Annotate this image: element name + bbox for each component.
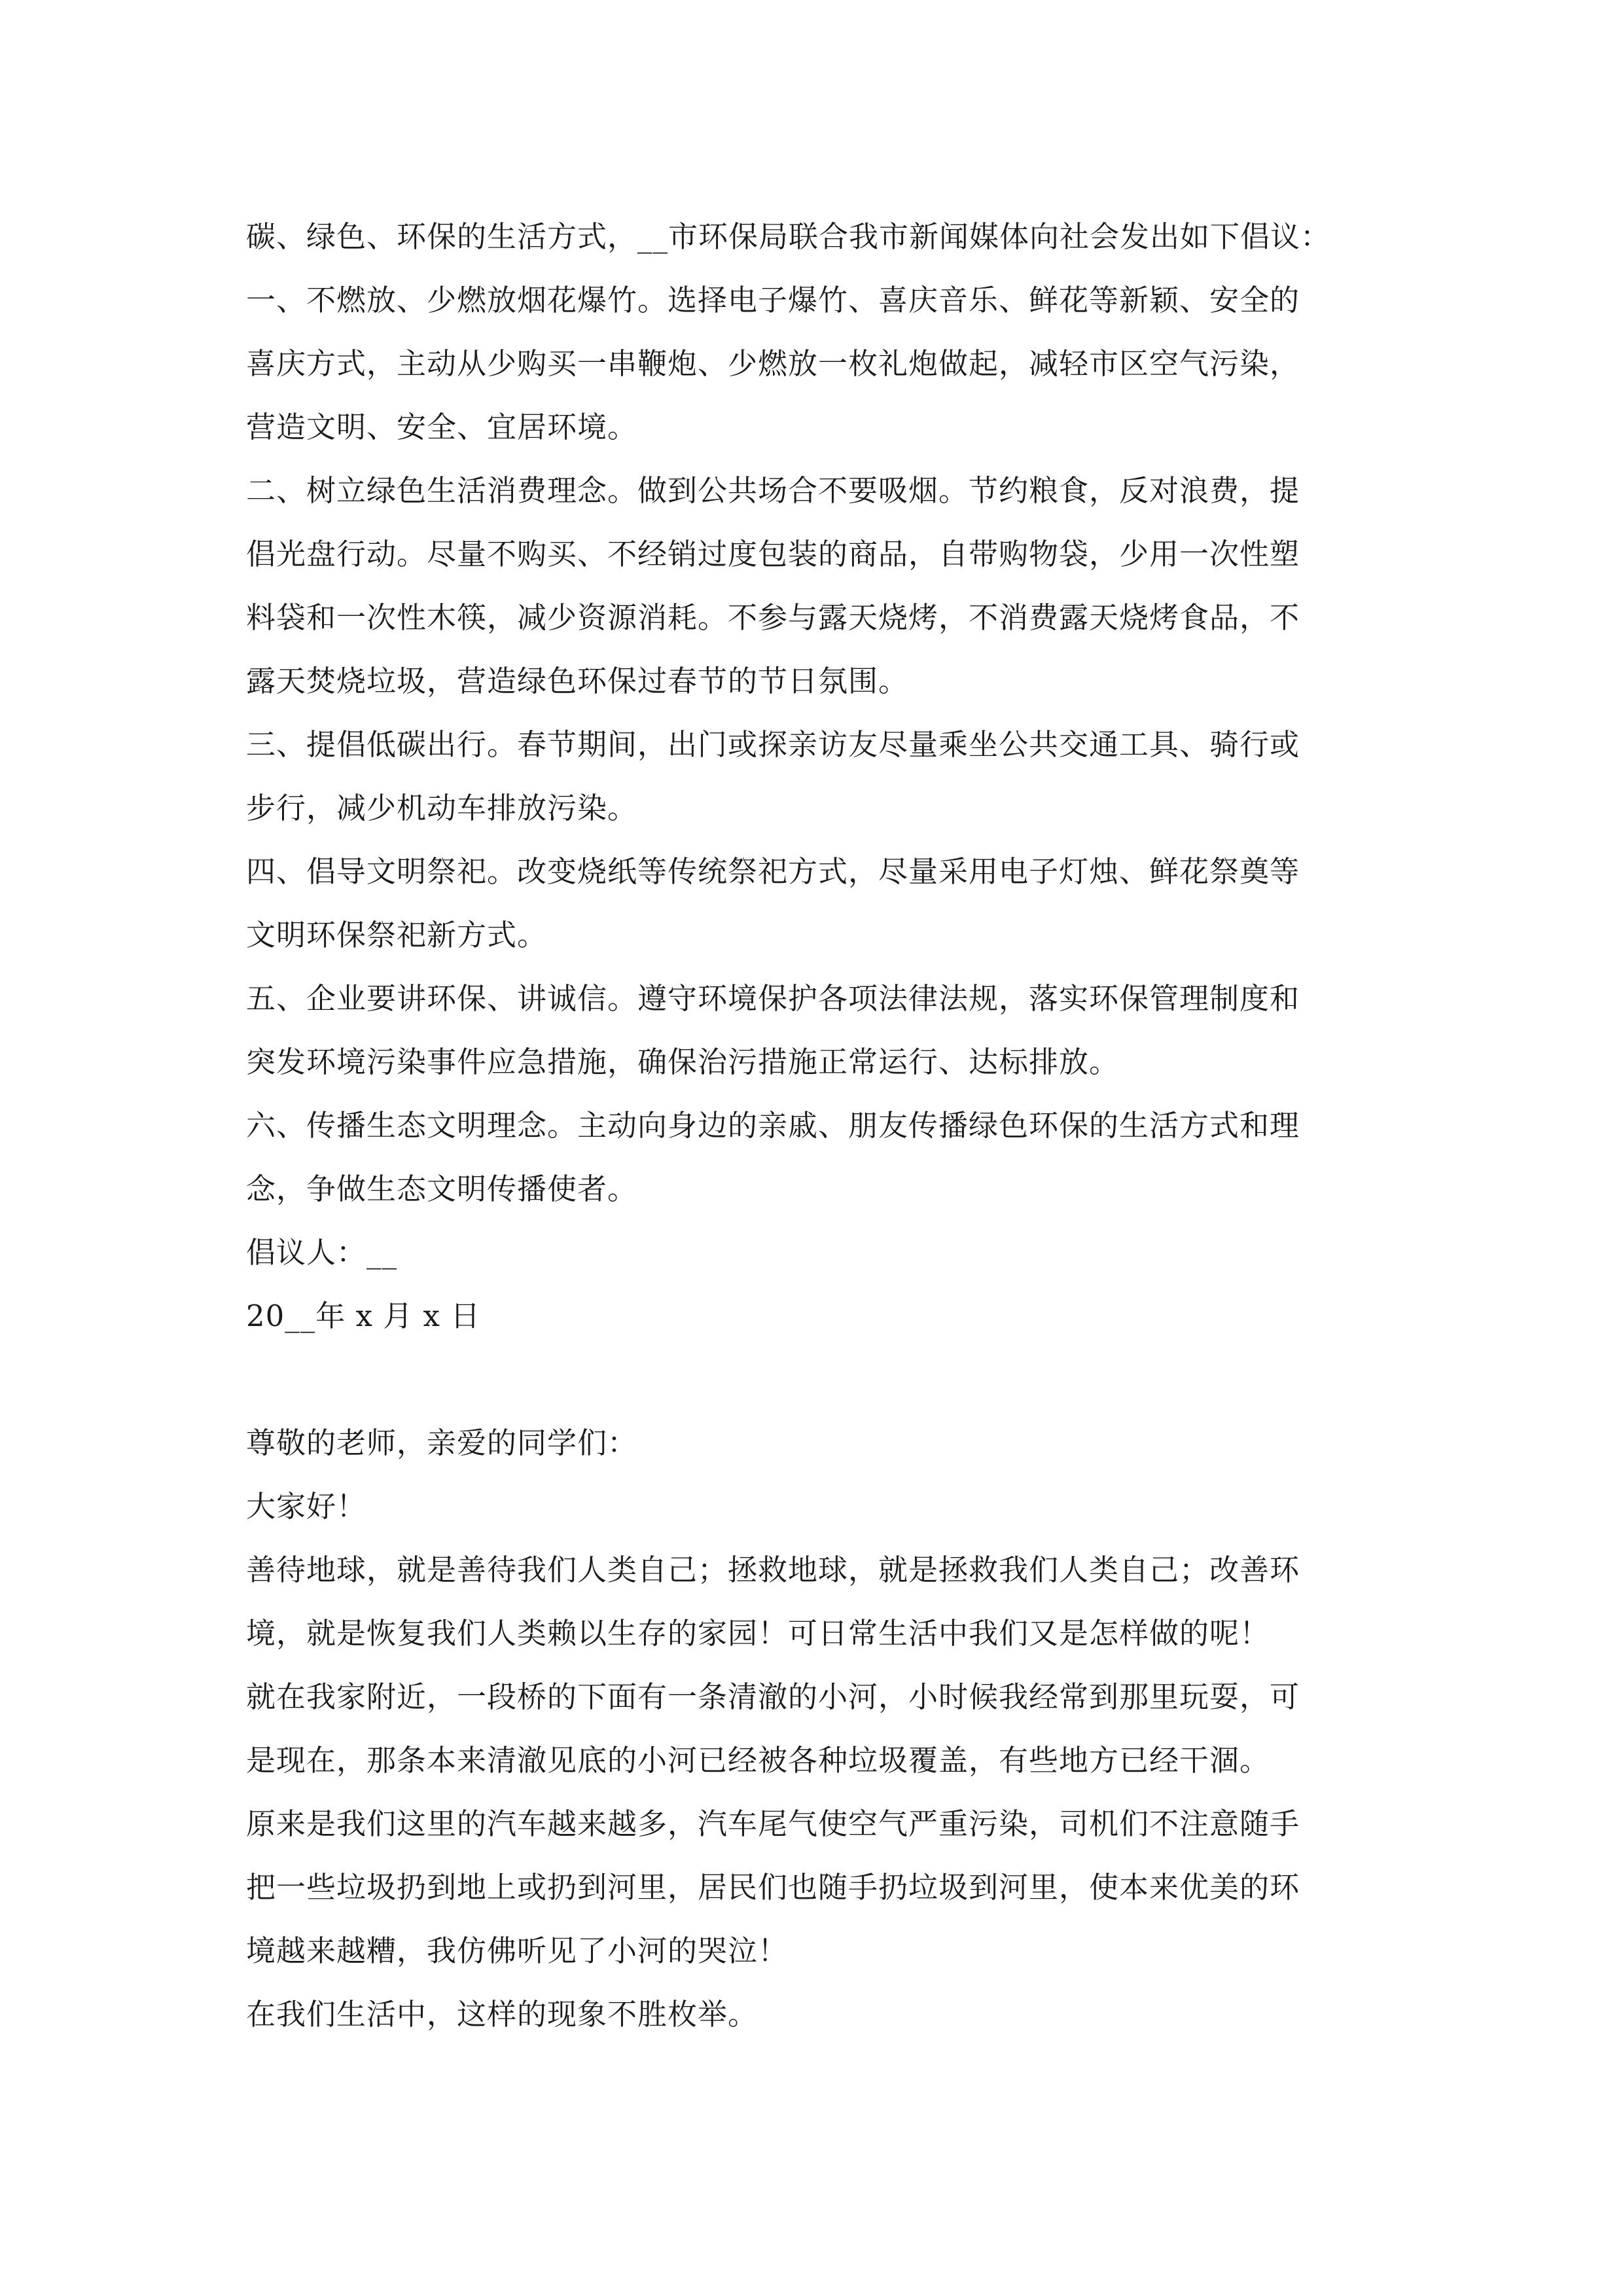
text-line: 在我们生活中，这样的现象不胜枚举。 <box>246 1997 758 2032</box>
text-line: 喜庆方式，主动从少购买一串鞭炮、少燃放一枚礼炮做起，减轻市区空气污染， <box>246 346 1300 381</box>
text-line: 露天焚烧垃圾，营造绿色环保过春节的节日氛围。 <box>246 664 909 698</box>
text-line: 三、提倡低碳出行。春节期间，出门或探亲访友尽量乘坐公共交通工具、骑行或 <box>246 727 1300 762</box>
text-line: 原来是我们这里的汽车越来越多，汽车尾气使空气严重污染，司机们不注意随手 <box>246 1806 1300 1841</box>
text-line: 把一些垃圾扔到地上或扔到河里，居民们也随手扔垃圾到河里，使本来优美的环 <box>246 1870 1300 1905</box>
text-line: 念，争做生态文明传播使者。 <box>246 1172 638 1206</box>
document-body <box>246 205 1398 2046</box>
salutation: 尊敬的老师，亲爱的同学们： <box>246 1426 638 1460</box>
text-line: 营造文明、安全、宜居环境。 <box>246 410 638 444</box>
text-line: 六、传播生态文明理念。主动向身边的亲戚、朋友传播绿色环保的生活方式和理 <box>246 1108 1300 1143</box>
section-speech <box>246 1411 1398 2046</box>
text-line: 碳、绿色、环保的生活方式，__市环保局联合我市新闻媒体向社会发出如下倡议： <box>246 219 1331 254</box>
text-line: 倡光盘行动。尽量不购买、不经销过度包装的商品，自带购物袋，少用一次性塑 <box>246 537 1300 571</box>
date-line: 20__年 x 月 x 日 <box>246 1299 481 1333</box>
text-line: 善待地球，就是善待我们人类自己；拯救地球，就是拯救我们人类自己；改善环 <box>246 1552 1300 1587</box>
text-line: 料袋和一次性木筷，减少资源消耗。不参与露天烧烤，不消费露天烧烤食品，不 <box>246 600 1300 635</box>
text-line: 是现在，那条本来清澈见底的小河已经被各种垃圾覆盖，有些地方已经干涸。 <box>246 1743 1270 1778</box>
greeting: 大家好！ <box>246 1489 367 1524</box>
section-gap <box>246 1348 1398 1411</box>
text-line: 文明环保祭祀新方式。 <box>246 918 548 952</box>
text-line: 突发环境污染事件应急措施，确保治污措施正常运行、达标排放。 <box>246 1045 1120 1079</box>
text-line: 五、企业要讲环保、讲诚信。遵守环境保护各项法律法规，落实环保管理制度和 <box>246 981 1300 1016</box>
text-line: 步行，减少机动车排放污染。 <box>246 791 638 825</box>
text-line: 一、不燃放、少燃放烟花爆竹。选择电子爆竹、喜庆音乐、鲜花等新颖、安全的 <box>246 283 1300 317</box>
proposer-line: 倡议人：__ <box>246 1235 398 1270</box>
text-line: 就在我家附近，一段桥的下面有一条清澈的小河，小时候我经常到那里玩耍，可 <box>246 1679 1300 1714</box>
section-proposal <box>246 205 1398 1348</box>
text-line: 境，就是恢复我们人类赖以生存的家园！可日常生活中我们又是怎样做的呢！ <box>246 1616 1270 1651</box>
text-line: 境越来越糟，我仿佛听见了小河的哭泣！ <box>246 1933 789 1968</box>
text-line: 二、树立绿色生活消费理念。做到公共场合不要吸烟。节约粮食，反对浪费，提 <box>246 473 1300 508</box>
text-line: 四、倡导文明祭祀。改变烧纸等传统祭祀方式，尽量采用电子灯烛、鲜花祭奠等 <box>246 854 1300 889</box>
